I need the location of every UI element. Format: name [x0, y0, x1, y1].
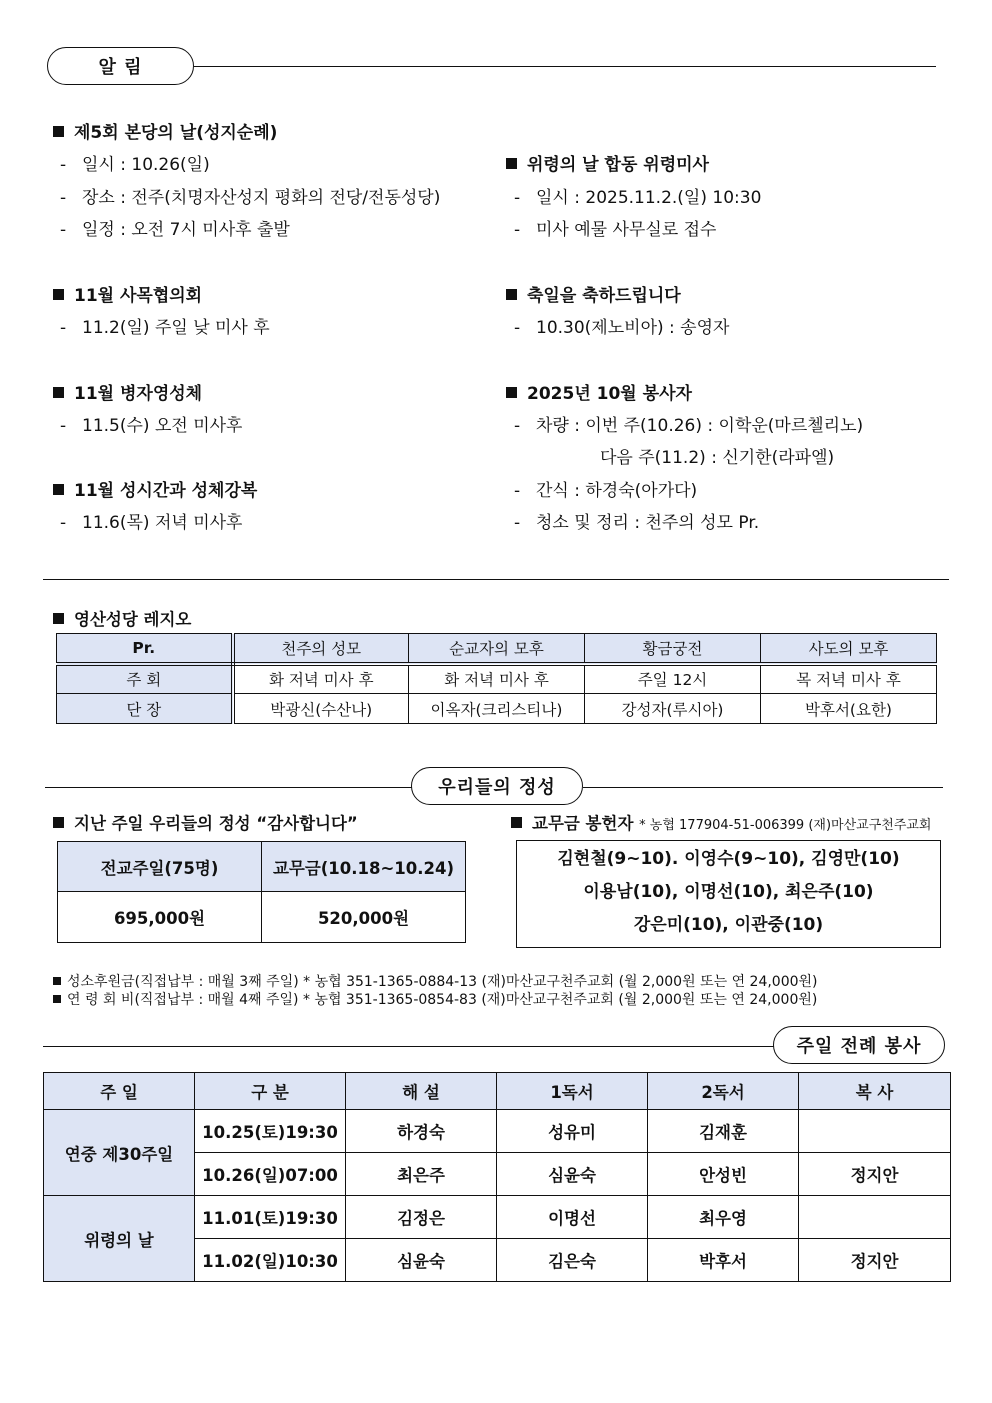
- notice-heading-pastoral-council: [53, 281, 202, 306]
- donor-line: 이용남(10), 이명선(10), 최은주(10): [583, 882, 874, 902]
- item-text: 11.5(수) 오전 미사후: [82, 416, 243, 436]
- second-reader: 최우영: [648, 1196, 799, 1239]
- bullet-square-icon: [506, 289, 517, 300]
- item-text: 간식 : 하경숙(아가다): [536, 481, 698, 501]
- legio-table: [56, 633, 937, 724]
- table-row: [44, 1110, 951, 1153]
- bullet-square-icon: [53, 484, 64, 495]
- notice-heading-pilgrimage: [53, 118, 277, 143]
- offering-header-cell: 교무금(10.18~10.24): [262, 842, 466, 892]
- first-reader: 이명선: [497, 1196, 648, 1239]
- second-reader: 안성빈: [648, 1153, 799, 1196]
- legio-cell: 박광신(수산나): [233, 694, 409, 724]
- note-label: 연 령 회 비: [67, 992, 135, 1008]
- bullet-square-icon: [53, 977, 61, 985]
- item-text: 일시 : 2025.11.2.(일) 10:30: [536, 188, 762, 208]
- notice-item: - 10.30(제노비아) : 송영자: [514, 318, 730, 338]
- column-header: 구 분: [195, 1073, 346, 1110]
- notice-item: [600, 443, 834, 468]
- legio-header-cell: 황금궁전: [585, 634, 761, 664]
- notice-item: - 11.2(일) 주일 낮 미사 후: [60, 318, 270, 338]
- second-reader: 김재훈: [648, 1110, 799, 1153]
- column-header: 2독서: [648, 1073, 799, 1110]
- offering-divider-left: [45, 787, 412, 788]
- commentator: 하경숙: [346, 1110, 497, 1153]
- notice-divider: [194, 66, 936, 67]
- notice-item: - 11.6(목) 저녁 미사후: [60, 513, 243, 533]
- liturgy-schedule-table: [43, 1072, 951, 1282]
- notice-item: - 일시 : 2025.11.2.(일) 10:30: [514, 188, 762, 208]
- first-reader: 성유미: [497, 1110, 648, 1153]
- offering-value-cell: 695,000원: [58, 892, 262, 943]
- notice-item: - 장소 : 전주(치명자산성지 평화의 전당/전동성당): [60, 188, 441, 208]
- donor-heading: [511, 810, 932, 834]
- item-text: 장소 : 전주(치명자산성지 평화의 전당/전동성당): [82, 188, 441, 208]
- notice-item: - 미사 예물 사무실로 접수: [514, 220, 717, 240]
- altar-server: [799, 1110, 951, 1153]
- column-header: 주 일: [44, 1073, 195, 1110]
- note-memorial-fee: [53, 989, 817, 1009]
- item-text: 일정 : 오전 7시 미사후 출발: [82, 220, 290, 240]
- mass-time: 10.26(일)07:00: [195, 1153, 346, 1196]
- notice-heading-feast-day: [506, 281, 681, 306]
- item-text: 일시 : 10.26(일): [82, 155, 210, 175]
- bullet-square-icon: [53, 995, 61, 1003]
- legio-cell: 주일 12시: [585, 664, 761, 694]
- offering-table: [57, 841, 466, 943]
- table-row: [57, 634, 937, 664]
- note-text: (직접납부 : 매월 3째 주일) * 농협 351-1365-0884-13 (재)마산교구천주교회 (월 2,000원 또는 연 24,000원): [134, 974, 818, 990]
- notice-heading-sick-communion: [53, 379, 202, 404]
- heading-text: 11월 병자영성체: [74, 384, 203, 404]
- altar-server: 정지안: [799, 1239, 951, 1282]
- mass-time: 11.01(토)19:30: [195, 1196, 346, 1239]
- bullet-square-icon: [506, 158, 517, 169]
- notice-section-title: 알 림: [47, 47, 194, 85]
- item-text: 차량 : 이번 주(10.26) : 이학운(마르첼리노): [536, 416, 864, 436]
- bullet-square-icon: [506, 387, 517, 398]
- note-vocation-fund: [53, 971, 818, 991]
- offering-header-cell: 전교주일(75명): [58, 842, 262, 892]
- heading-text: 지난 주일 우리들의 정성 “감사합니다”: [74, 814, 358, 833]
- donor-list-box: [516, 840, 941, 948]
- bullet-square-icon: [53, 289, 64, 300]
- notice-item: - 일시 : 10.26(일): [60, 155, 210, 175]
- legio-header-cell: 순교자의 모후: [409, 634, 585, 664]
- notice-heading-holy-hour: [53, 476, 257, 501]
- table-row: [44, 1196, 951, 1239]
- item-text: 다음 주(11.2) : 신기한(라파엘): [600, 448, 835, 468]
- notice-item: - 차량 : 이번 주(10.26) : 이학운(마르첼리노): [514, 416, 864, 436]
- notice-heading-all-souls-mass: [506, 150, 709, 175]
- offering-left-heading: [53, 810, 358, 834]
- heading-text: 11월 성시간과 성체강복: [74, 481, 258, 501]
- note-label: 성소후원금: [67, 974, 135, 990]
- altar-server: 정지안: [799, 1153, 951, 1196]
- section-divider: [43, 579, 949, 580]
- liturgy-divider: [43, 1046, 774, 1047]
- heading-text: 2025년 10월 봉사자: [527, 384, 692, 404]
- heading-text: 영산성당 레지오: [74, 610, 192, 629]
- altar-server: [799, 1196, 951, 1239]
- bullet-square-icon: [53, 613, 64, 624]
- legio-header-cell: 천주의 성모: [233, 634, 409, 664]
- donor-account: * 농협 177904-51-006399 (재)마산교구천주교회: [639, 818, 932, 833]
- legio-cell: 화 저녁 미사 후: [409, 664, 585, 694]
- item-text: 10.30(제노비아) : 송영자: [536, 318, 730, 338]
- notice-item: - 11.5(수) 오전 미사후: [60, 416, 243, 436]
- legio-row-label: 주 회: [57, 664, 233, 694]
- first-reader: 심윤숙: [497, 1153, 648, 1196]
- column-header: 해 설: [346, 1073, 497, 1110]
- donor-line: 강은미(10), 이관중(10): [633, 915, 824, 935]
- mass-time: 10.25(토)19:30: [195, 1110, 346, 1153]
- offering-section-title: 우리들의 정성: [411, 767, 583, 805]
- table-row: [58, 842, 466, 892]
- item-text: 청소 및 정리 : 천주의 성모 Pr.: [536, 513, 760, 533]
- legio-cell: 박후서(요한): [761, 694, 937, 724]
- heading-text: 축일을 축하드립니다: [527, 286, 681, 306]
- heading-text: 교무금 봉헌자: [532, 814, 634, 833]
- liturgy-section-title: 주일 전례 봉사: [773, 1026, 945, 1064]
- mass-time: 11.02(일)10:30: [195, 1239, 346, 1282]
- bullet-square-icon: [53, 817, 64, 828]
- bullet-square-icon: [53, 126, 64, 137]
- table-row: [57, 694, 937, 724]
- legio-row-label: 단 장: [57, 694, 233, 724]
- legio-cell: 화 저녁 미사 후: [233, 664, 409, 694]
- commentator: 심윤숙: [346, 1239, 497, 1282]
- offering-value-cell: 520,000원: [262, 892, 466, 943]
- table-header-row: [44, 1073, 951, 1110]
- column-header: 1독서: [497, 1073, 648, 1110]
- notice-item: - 간식 : 하경숙(아가다): [514, 481, 698, 501]
- legio-header-cell: 사도의 모후: [761, 634, 937, 664]
- table-row: [57, 664, 937, 694]
- legio-header-cell: Pr.: [57, 634, 233, 664]
- item-text: 미사 예물 사무실로 접수: [536, 220, 717, 240]
- bullet-square-icon: [511, 817, 522, 828]
- heading-text: 제5회 본당의 날(성지순례): [74, 123, 278, 143]
- heading-text: 11월 사목협의회: [74, 286, 203, 306]
- bullet-square-icon: [53, 387, 64, 398]
- table-row: [58, 892, 466, 943]
- legio-cell: 강성자(루시아): [585, 694, 761, 724]
- notice-item: - 청소 및 정리 : 천주의 성모 Pr.: [514, 513, 760, 533]
- second-reader: 박후서: [648, 1239, 799, 1282]
- notice-heading-volunteers: [506, 379, 692, 404]
- notice-item: - 일정 : 오전 7시 미사후 출발: [60, 220, 290, 240]
- legio-cell: 이옥자(크리스티나): [409, 694, 585, 724]
- first-reader: 김은숙: [497, 1239, 648, 1282]
- commentator: 최은주: [346, 1153, 497, 1196]
- sunday-label: 위령의 날: [44, 1196, 195, 1282]
- heading-text: 위령의 날 합동 위령미사: [527, 155, 709, 175]
- item-text: 11.6(목) 저녁 미사후: [82, 513, 243, 533]
- note-text: (직접납부 : 매월 4째 주일) * 농협 351-1365-0854-83 (재)마산교구천주교회 (월 2,000원 또는 연 24,000원): [134, 992, 818, 1008]
- legio-heading: [53, 606, 191, 630]
- donor-line: 김현철(9~10). 이영수(9~10), 김영만(10): [557, 849, 900, 869]
- column-header: 복 사: [799, 1073, 951, 1110]
- commentator: 김정은: [346, 1196, 497, 1239]
- offering-divider-right: [583, 787, 943, 788]
- legio-cell: 목 저녁 미사 후: [761, 664, 937, 694]
- sunday-label: 연중 제30주일: [44, 1110, 195, 1196]
- item-text: 11.2(일) 주일 낮 미사 후: [82, 318, 270, 338]
